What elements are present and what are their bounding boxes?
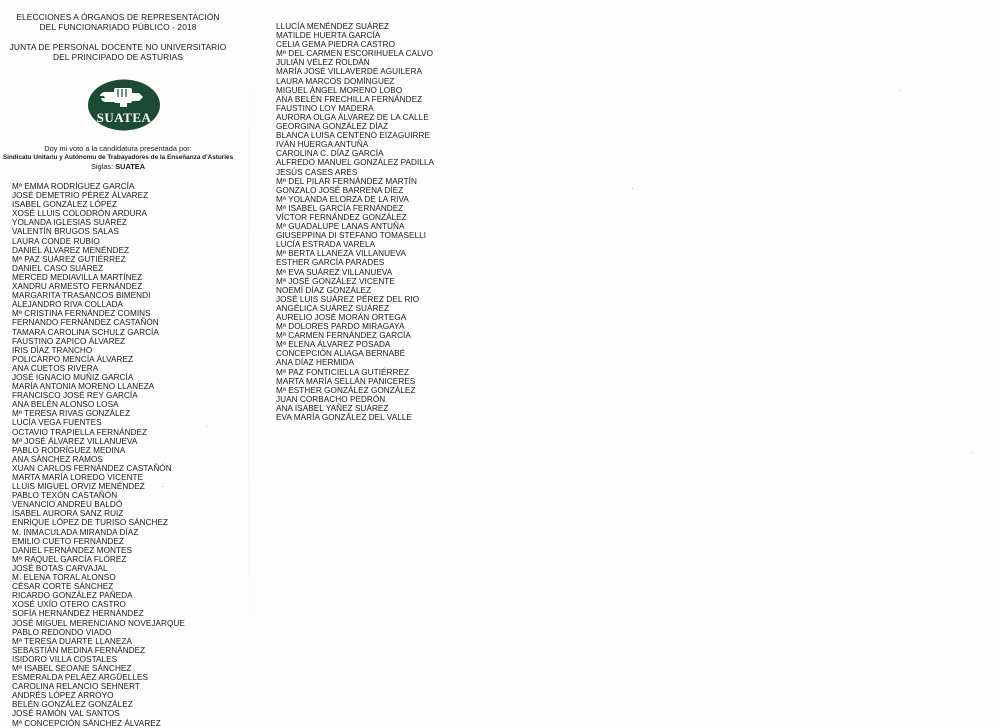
candidate-name: Mª CONCEPCIÓN SÁNCHEZ ÁLVAREZ: [12, 718, 161, 728]
candidate-name: CONCEPCIÓN ALIAGA BERNABÉ: [276, 349, 406, 359]
candidate-list-column-1: [12, 182, 185, 728]
candidate-name: VALENTÍN BRUGOS SALAS: [12, 227, 119, 237]
candidate-name: XOSÉ LLUIS COLODRÓN ARDURA: [12, 209, 148, 219]
candidate-name: JOSÉ DEMETRIO PÉREZ ÁLVAREZ: [12, 191, 149, 201]
candidate-name: POLICARPO MENCÍA ÁLVAREZ: [12, 354, 134, 364]
candidate-name: LAURA CONDE RUBIO: [12, 236, 100, 246]
ballot-header: [0, 12, 236, 62]
candidate-name: GEORGINA GONZÁLEZ DÍAZ: [276, 122, 389, 132]
candidate-name: M. INMACULADA MIRANDA DÍAZ: [12, 527, 139, 537]
logo-text: SUATEA: [96, 110, 152, 125]
candidate-name: JOSÉ MIGUEL MERENCIANO NOVEJARQUE: [12, 618, 185, 628]
page-fold: [248, 0, 249, 707]
candidate-name: BLANCA LUISA CENTENO EIZAGUIRRE: [276, 131, 430, 141]
header-line-2: DEL FUNCIONARIADO PÚBLICO - 2018: [39, 22, 197, 32]
candidate-name: Mª PAZ FONTICIELLA GUTIÉRREZ: [276, 367, 410, 377]
candidate-name: DANIEL CASO SUÁREZ: [12, 263, 104, 273]
candidate-name: Mª JOSÉ ÁLVAREZ VILLANUEVA: [12, 436, 138, 446]
scan-speck: [900, 90, 901, 91]
candidate-name: MATILDE HUERTA GARCÍA: [276, 31, 381, 41]
candidate-name: IRIS DÍAZ TRANCHO: [12, 345, 93, 355]
candidate-name: TAMARA CAROLINA SCHULZ GARCÍA: [12, 327, 159, 337]
candidate-name: MARÍA JOSÉ VILLAVERDE AGUILERA: [276, 67, 423, 77]
candidate-name: Mª YOLANDA ELORZA DE LA RIVA: [276, 194, 409, 204]
candidate-name: GONZALO JOSÉ BARRENA DÍEZ: [276, 185, 404, 195]
header-line-1: ELECCIONES A ÓRGANOS DE REPRESENTACIÓN: [16, 12, 220, 22]
candidate-name: Mª DEL PILAR FERNÁNDEZ MARTÍN: [276, 176, 417, 186]
candidate-name: JULIÁN VÉLEZ ROLDÁN: [276, 58, 370, 68]
candidate-list-column-2: [276, 22, 434, 422]
candidate-name: ANA SÁNCHEZ RAMOS: [12, 454, 103, 464]
candidate-name: FAUSTINO LOY MADERA: [276, 103, 374, 113]
candidate-name: Mª ELENA ÁLVAREZ POSADA: [276, 340, 391, 350]
candidate-name: JUAN CORBACHO PEDRÓN: [276, 394, 386, 404]
candidate-name: AURORA OLGA ÁLVAREZ DE LA CALLE: [276, 112, 429, 122]
candidate-name: EVA MARÍA GONZÁLEZ DEL VALLE: [276, 413, 412, 423]
candidate-name: Mª EMMA RODRÍGUEZ GARCÍA: [12, 182, 135, 191]
scan-speck: [972, 452, 973, 453]
candidate-name: ESMERALDA PELÁEZ ARGÜELLES: [12, 673, 148, 683]
candidate-name: MARGARITA TRASANCOS BIMENDI: [12, 291, 151, 301]
candidate-name: Mª RAQUEL GARCÍA FLÓREZ: [12, 554, 127, 564]
header-line-3: JUNTA DE PERSONAL DOCENTE NO UNIVERSITARIO: [9, 42, 227, 52]
candidate-name: Mª JOSÉ GONZÁLEZ VICENTE: [276, 276, 395, 286]
candidate-name: Mª TERESA DUARTE LLANEZA: [12, 636, 132, 646]
candidate-name: ESTHER GARCÍA PARADES: [276, 258, 385, 268]
candidate-name: MIGUEL ÁNGEL MORENO LOBO: [276, 85, 403, 95]
candidate-name: ALEJANDRO RIVA COLLADA: [12, 300, 124, 310]
scan-speck: [206, 426, 207, 427]
candidate-name: JESÚS CASES ARES: [276, 167, 358, 177]
suatea-logo: [87, 79, 161, 131]
candidate-name: Mª ISABEL SEOANE SÁNCHEZ: [12, 663, 132, 673]
candidate-name: FRANCISCO JOSÉ REY GARCÍA: [12, 391, 138, 401]
header-line-4: DEL PRINCIPADO DE ASTURIAS: [52, 52, 184, 62]
candidate-name: CELIA GEMA PIEDRA CASTRO: [276, 40, 396, 50]
candidate-name: ANGÉLICA SUÁREZ SUÁREZ: [276, 303, 390, 313]
scan-speck: [632, 188, 633, 189]
vote-statement: [0, 144, 236, 171]
candidate-name: ISABEL AURORA SANZ RUIZ: [12, 509, 124, 519]
candidate-name: Mª BERTA LLANEZA VILLANUEVA: [276, 249, 406, 259]
siglas-value: SUATEA: [115, 162, 146, 171]
candidate-name: ISABEL GONZÁLEZ LÓPEZ: [12, 200, 117, 210]
union-name: Sindicatu Unitariu y Autónomu de Trabayadores de la Enseñanza d'Asturies: [2, 154, 234, 161]
candidate-name: MERCED MEDIAVILLA MARTÍNEZ: [12, 272, 143, 282]
candidate-name: CAROLINA C. DÍAZ GARCÍA: [276, 149, 384, 159]
candidate-name: SEBASTIÁN MEDINA FERNÁNDEZ: [12, 645, 146, 655]
candidate-name: LUCÍA ESTRADA VARELA: [276, 240, 376, 250]
candidate-name: ANA CUETOS RIVERA: [12, 363, 99, 373]
candidate-name: IVÁN HUERGA ANTUÑA: [276, 140, 369, 150]
candidate-name: JOSÉ BOTAS CARVAJAL: [12, 563, 108, 573]
candidate-name: SOFÍA HERNÁNDEZ HERNÁNDEZ: [12, 609, 144, 619]
candidate-name: PABLO TEXÓN CASTAÑÓN: [12, 491, 118, 501]
candidate-name: CÉSAR CORTE SÁNCHEZ: [12, 582, 114, 592]
candidate-name: Mª TERESA RIVAS GONZÁLEZ: [12, 409, 131, 419]
candidate-name: FERNANDO FERNÁNDEZ CASTAÑÓN: [12, 318, 159, 328]
candidate-name: ISIDORO VILLA COSTALES: [12, 654, 118, 664]
candidate-name: DANIEL ÁLVAREZ MENÉNDEZ: [12, 245, 130, 255]
candidate-name: ANA BELÉN FRECHILLA FERNÁNDEZ: [276, 94, 423, 104]
candidate-name: MARÍA ANTONIA MORENO LLANEZA: [12, 382, 155, 392]
candidate-name: PABLO RODRÍGUEZ MEDINA: [12, 445, 126, 455]
scan-speck: [162, 486, 163, 487]
candidate-name: BELÉN GONZÁLEZ GONZÁLEZ: [12, 700, 133, 710]
candidate-name: ANA ISABEL YAÑEZ SUÁREZ: [276, 403, 389, 413]
candidate-name: ANDRÉS LÓPEZ ARROYO: [12, 691, 114, 701]
candidate-name: XOSÉ UXÍO OTERO CASTRO: [12, 600, 126, 610]
candidate-name: GIUSEPPINA DI STEFANO TOMASELLI: [276, 231, 427, 241]
candidate-name: JOSÉ RAMÓN VAL SANTOS: [12, 709, 120, 719]
candidate-name: XANDRU ARMESTO FERNÁNDEZ: [12, 282, 143, 292]
candidate-name: ALFREDO MANUEL GONZÁLEZ PADILLA: [276, 158, 435, 168]
candidate-name: ANA BELÉN ALONSO LOSA: [12, 400, 119, 410]
candidate-name: Mª EVA SUÁREZ VILLANUEVA: [276, 267, 393, 277]
candidate-name: LLUCÍA MENÉNDEZ SUÁREZ: [276, 22, 390, 31]
candidate-name: JOSÉ LUIS SUÁREZ PÉREZ DEL RIO: [276, 294, 420, 304]
candidate-name: ANA DÍAZ HERMIDA: [276, 358, 355, 368]
siglas: [0, 162, 236, 171]
candidate-name: YOLANDA IGLESIAS SUÁREZ: [12, 218, 127, 228]
candidate-name: XUAN CARLOS FERNÁNDEZ CASTAÑÓN: [12, 463, 172, 473]
candidate-name: VÍCTOR FERNÁNDEZ GONZÁLEZ: [276, 212, 407, 222]
candidate-name: MARTA MARÍA LOREDO VICENTE: [12, 473, 144, 482]
candidate-name: M. ELENA TORAL ALONSO: [12, 573, 116, 583]
candidate-name: Mª GUADALUPE LANAS ANTUÑA: [276, 222, 405, 232]
candidate-name: Mª DEL CARMEN ESCORIHUELA CALVO: [276, 49, 433, 59]
candidate-name: Mª DOLORES PARDO MIRAGAYA: [276, 322, 405, 332]
candidate-name: PABLO REDONDO VIADO: [12, 627, 112, 637]
candidate-name: Mª CARMEN FERNÁNDEZ GARCÍA: [276, 331, 411, 341]
candidate-name: VENANCIO ANDREU BALDÓ: [12, 500, 123, 510]
vote-line: Doy mi voto a la candidatura presentada por:: [44, 144, 192, 153]
candidate-name: LUCÍA VEGA FUENTES: [12, 418, 102, 428]
candidate-name: DANIEL FERNÁNDEZ MONTES: [12, 545, 133, 555]
candidate-name: CAROLINA RELANCIO SEHNERT: [12, 682, 141, 692]
candidate-name: FAUSTINO ZAPICO ÁLVAREZ: [12, 336, 126, 346]
siglas-label: Siglas:: [90, 162, 114, 171]
candidate-name: LAURA MARCOS DOMÍNGUEZ: [276, 76, 395, 86]
candidate-name: Mª ISABEL GARCÍA FERNÁNDEZ: [276, 203, 404, 213]
candidate-name: Mª ESTHER GONZÁLEZ GONZÁLEZ: [276, 385, 416, 395]
candidate-name: RICARDO GONZÁLEZ PAÑEDA: [12, 591, 133, 601]
candidate-name: ENRIQUE LÓPEZ DE TURISO SÁNCHEZ: [12, 518, 169, 528]
candidate-name: LLUIS MIGUEL ORVIZ MENÉNDEZ: [12, 482, 145, 492]
candidate-name: EMILIO CUETO FERNÁNDEZ: [12, 536, 124, 546]
candidate-name: NOEMÍ DÍAZ GONZÁLEZ: [276, 285, 372, 295]
candidate-name: Mª PAZ SUÁREZ GUTIÉRREZ: [12, 254, 126, 264]
candidate-name: AURELIO JOSÉ MORÁN ORTEGA: [276, 313, 407, 322]
candidate-name: OCTAVIO TRAPIELLA FERNÁNDEZ: [12, 427, 148, 437]
candidate-name: MARTA MARÍA SELLÁN PANICERES: [276, 376, 416, 386]
candidate-name: Mª CRISTINA FERNÁNDEZ COMINS: [12, 309, 151, 319]
candidate-name: JOSÉ IGNACIO MUÑIZ GARCÍA: [12, 372, 134, 382]
